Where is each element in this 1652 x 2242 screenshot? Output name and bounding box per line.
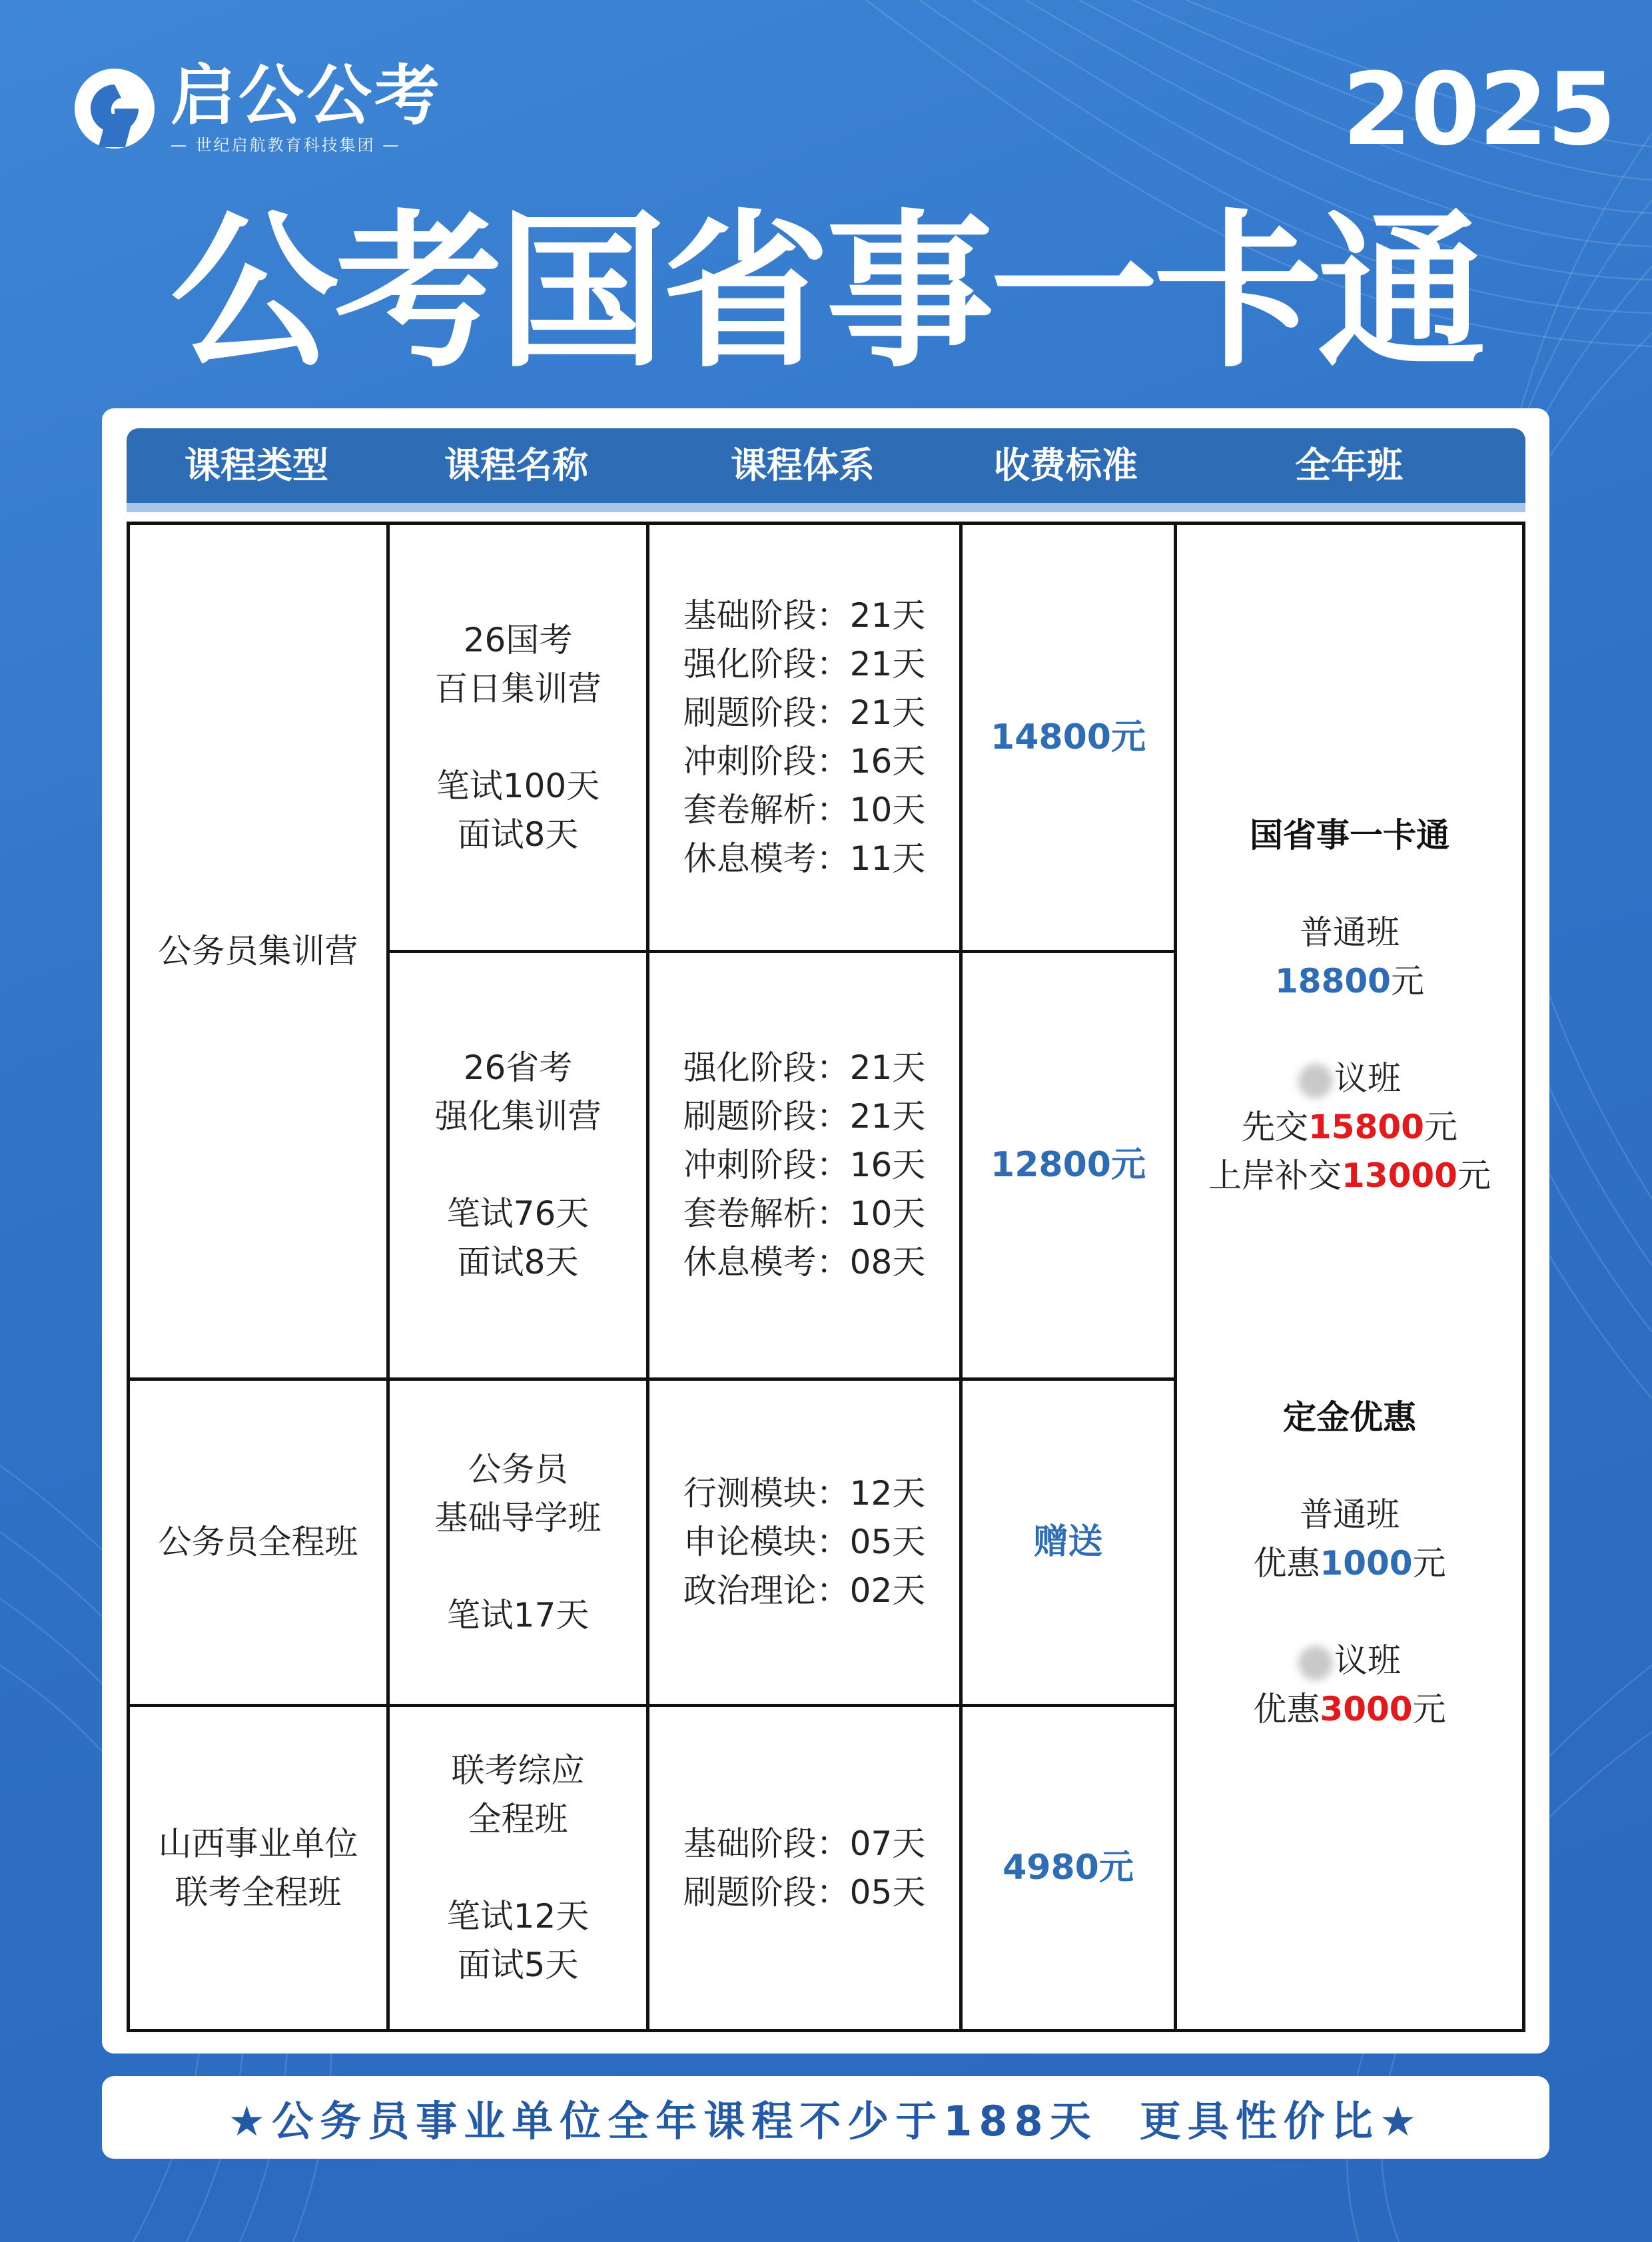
cell-annual xyxy=(1174,522,1525,2032)
course-name: 强化集训营 xyxy=(434,1097,602,1136)
deposit-regular-label: 普通班 xyxy=(1300,1495,1400,1534)
course-duration: 笔试17天 xyxy=(446,1595,590,1635)
prepay-line xyxy=(1242,1103,1457,1152)
annual-card-title: 国省事一卡通 xyxy=(1250,816,1449,855)
system-item: 强化阶段：21天 xyxy=(683,645,926,683)
system-item: 基础阶段：21天 xyxy=(683,596,926,635)
price-value: 14800元 xyxy=(991,717,1146,757)
page-title: 公考国省事一卡通 xyxy=(170,195,1481,390)
cell-type-shanxi xyxy=(127,1704,390,2032)
cell-name-course2 xyxy=(386,950,649,1381)
course-name: 26省考 xyxy=(463,1048,573,1087)
regular-class-price xyxy=(1275,957,1424,1006)
system-item: 冲刺阶段：16天 xyxy=(683,1146,926,1184)
brand-name: 启公公考 xyxy=(171,58,443,134)
cell-system-course2 xyxy=(646,950,963,1381)
course-duration: 笔试76天 xyxy=(446,1194,590,1233)
system-item: 休息模考：08天 xyxy=(683,1243,926,1282)
deposit-regular-discount xyxy=(1253,1539,1446,1588)
blurred-character xyxy=(1298,1646,1333,1681)
price-value: 4980元 xyxy=(1003,1848,1134,1888)
price-unit: 元 xyxy=(1424,1108,1457,1146)
cell-price-course1 xyxy=(959,522,1177,953)
column-header-name: 课程名称 xyxy=(444,444,588,486)
column-header-system: 课程体系 xyxy=(731,444,875,486)
system-item: 政治理论：02天 xyxy=(683,1571,926,1610)
brand-logo xyxy=(73,58,443,155)
course-name: 全程班 xyxy=(468,1800,568,1838)
type-label: 公务员全程班 xyxy=(158,1523,358,1561)
brand-tagline: — 世纪启航教育科技集团 — xyxy=(171,136,401,155)
deposit-agreement-label xyxy=(1298,1637,1401,1685)
footer-banner xyxy=(102,2076,1549,2159)
course-duration: 面试5天 xyxy=(457,1946,579,1984)
course-table xyxy=(127,522,1525,2032)
agreement-text: 议班 xyxy=(1334,1059,1401,1098)
price-number: 18800 xyxy=(1275,962,1391,1000)
system-item: 冲刺阶段：16天 xyxy=(683,742,926,781)
cell-type-fullcourse xyxy=(127,1377,390,1707)
agreement-class-label xyxy=(1298,1054,1401,1103)
cell-price-course2 xyxy=(959,950,1177,1381)
cell-name-course1 xyxy=(386,522,649,953)
system-item: 休息模考：11天 xyxy=(683,839,926,878)
discount-label: 优惠 xyxy=(1253,1544,1320,1583)
course-name: 联考综应 xyxy=(451,1751,585,1790)
system-item: 刷题阶段：21天 xyxy=(683,693,926,732)
price-number: 1000 xyxy=(1320,1544,1413,1583)
course-name: 基础导学班 xyxy=(434,1498,602,1537)
system-item: 套卷解析：10天 xyxy=(683,1194,926,1233)
discount-label: 优惠 xyxy=(1253,1690,1320,1728)
course-duration: 笔试12天 xyxy=(446,1897,590,1936)
type-label: 山西事业单位 xyxy=(158,1824,358,1863)
course-duration: 笔试100天 xyxy=(436,766,600,805)
agreement-text: 议班 xyxy=(1334,1641,1401,1680)
brand-mark-icon xyxy=(73,67,156,150)
cell-system-fullcourse xyxy=(646,1377,963,1707)
price-number: 13000 xyxy=(1342,1156,1457,1195)
system-item: 套卷解析：10天 xyxy=(683,791,926,829)
course-duration: 面试8天 xyxy=(457,815,579,854)
cell-system-course1 xyxy=(646,522,963,953)
type-label: 公务员集训营 xyxy=(158,931,358,970)
system-item: 刷题阶段：05天 xyxy=(683,1872,926,1912)
price-unit: 元 xyxy=(1412,1690,1446,1728)
system-item: 行测模块：12天 xyxy=(683,1474,926,1513)
deposit-agreement-discount xyxy=(1253,1685,1446,1734)
cell-price-fullcourse xyxy=(959,1377,1177,1707)
price-unit: 元 xyxy=(1457,1156,1491,1195)
column-header-price: 收费标准 xyxy=(994,444,1138,486)
system-item: 申论模块：05天 xyxy=(683,1523,926,1561)
price-value: 赠送 xyxy=(1033,1522,1103,1562)
deposit-title: 定金优惠 xyxy=(1283,1398,1416,1437)
prepay-label: 先交 xyxy=(1242,1108,1309,1146)
price-unit: 元 xyxy=(1412,1544,1446,1583)
cell-name-fullcourse xyxy=(386,1377,649,1707)
cell-type-camp xyxy=(127,522,390,1381)
regular-class-label: 普通班 xyxy=(1300,913,1400,952)
footer-slogan: ★公务员事业单位全年课程不少于188天 更具性价比★ xyxy=(228,2096,1424,2145)
course-duration: 面试8天 xyxy=(457,1243,579,1282)
table-header xyxy=(127,428,1525,512)
price-number: 3000 xyxy=(1320,1690,1413,1728)
course-name: 百日集训营 xyxy=(434,669,602,708)
cell-system-shanxi xyxy=(646,1704,963,2032)
course-name: 26国考 xyxy=(463,620,573,659)
after-pass-label: 上岸补交 xyxy=(1208,1156,1342,1195)
type-label: 联考全程班 xyxy=(175,1872,342,1912)
price-unit: 元 xyxy=(1390,962,1424,1000)
year-label: 2025 xyxy=(1342,52,1615,168)
course-name: 公务员 xyxy=(468,1449,568,1489)
system-item: 强化阶段：21天 xyxy=(683,1048,926,1087)
blurred-character xyxy=(1298,1064,1333,1098)
cell-name-shanxi xyxy=(386,1704,649,2032)
cell-price-shanxi xyxy=(959,1704,1177,2032)
system-item: 基础阶段：07天 xyxy=(683,1824,926,1863)
column-header-annual: 全年班 xyxy=(1295,444,1403,486)
system-item: 刷题阶段：21天 xyxy=(683,1097,926,1136)
after-pass-line xyxy=(1208,1152,1491,1200)
price-value: 12800元 xyxy=(991,1145,1146,1185)
column-header-type: 课程类型 xyxy=(185,444,328,486)
price-number: 15800 xyxy=(1308,1108,1424,1146)
